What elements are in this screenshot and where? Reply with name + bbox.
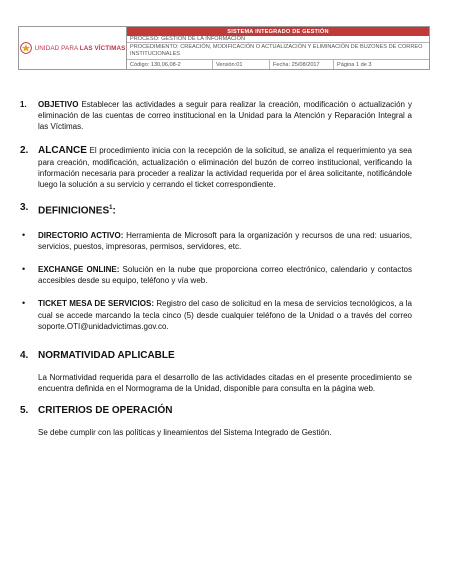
section-text: La Normatividad requerida para el desarrollo de las actividades citadas en el presente procedimiento se encuentra definida en el Normograma de la Unidad, disponible para consulta en la página web.: [38, 372, 412, 394]
definition-term: DIRECTORIO ACTIVO:: [38, 230, 124, 240]
date-label: Fecha: 25/08/2017: [270, 60, 334, 69]
section-title: OBJETIVO: [38, 100, 79, 109]
bullet-icon: •: [22, 298, 26, 309]
logo-text: UNIDAD PARA LAS VÍCTIMAS: [34, 44, 126, 52]
section-criterios: [20, 405, 412, 417]
definition-item: [20, 230, 412, 252]
logo-cell: [19, 27, 127, 69]
system-title: SISTEMA INTEGRADO DE GESTIÓN: [127, 27, 429, 36]
section-number: 4.: [20, 349, 29, 361]
bullet-icon: •: [22, 263, 26, 274]
section-title: DEFINICIONES: [38, 205, 110, 217]
section-number: 3.: [20, 202, 29, 214]
definition-text: Solución en la nube que proporciona correo electrónico, calendario y contactos accesibles desde su equipo, teléfono y vía web.: [38, 264, 413, 286]
version-label: Versión:01: [213, 60, 270, 69]
definition-text: Registro del caso de solicitud en la mesa de servicios tecnológicos, a la cual se accede marcando la tecla cinco (5) desde cualquier teléfono de la Unidad o a través del correo soporte.OTI@unidadvictimas.gov.co.: [38, 299, 412, 331]
section-title: ALCANCE: [38, 144, 87, 156]
definition-text: Herramienta de Microsoft para la organización y recursos de una red: usuarios, servicios, puestos, impresoras, permisos, servidores, etc.: [38, 230, 412, 251]
page-label: Página 1 de 3: [337, 61, 372, 68]
meta-row: [127, 60, 429, 69]
document-header: [18, 26, 430, 70]
definition-item: [20, 298, 412, 332]
section-text: Establecer las actividades a seguir para realizar la creación, modificación o actualización y eliminación de las cuentas de correo institucional en la Unidad para la Atención y Reparación Integral a las Víctimas.: [38, 100, 412, 132]
section-title: NORMATIVIDAD APLICABLE: [38, 349, 175, 361]
section-number: 5.: [20, 405, 29, 417]
process-label: PROCESO: GESTIÓN DE LA INFORMACIÓN: [127, 36, 429, 43]
section-number: 2.: [20, 144, 29, 156]
code-label: Código: 130,06,08-2: [127, 60, 213, 69]
definition-term: EXCHANGE ONLINE:: [38, 264, 120, 274]
section-text: El procedimiento inicia con la recepción de la solicitud, se analiza el requerimiento ya sea para creación, modificación, actualización o eliminación del buzón de correo institucional, verificando la información necesaria para proceder a realizar la actividad requerida por el área solicitante, notificándole luego la solución a su servicio y cerrando el ticket correspondiente.: [38, 145, 412, 190]
section-alcance: [20, 145, 412, 191]
bullet-icon: •: [22, 229, 26, 240]
section-normatividad: [20, 350, 412, 362]
definition-item: [20, 264, 412, 286]
unidad-victimas-logo-icon: [20, 42, 32, 54]
section-number: 1.: [20, 100, 27, 109]
section-objetivo: [20, 99, 412, 133]
footnote-mark[interactable]: 1: [109, 205, 113, 212]
section-text: Se debe cumplir con las políticas y lineamientos del Sistema Integrado de Gestión.: [38, 428, 332, 438]
section-title: CRITERIOS DE OPERACIÓN: [38, 405, 173, 417]
header-info: [127, 27, 429, 69]
document-body: [20, 99, 412, 439]
section-definiciones: 3. DEFINICIONES$^1$:: [20, 202, 116, 217]
procedure-label: PROCEDIMIENTO: CREACIÓN, MODIFICACIÓN O ACTUALIZACIÓN Y ELIMINACIÓN DE BUZONES DE CORREO INSTITUCIONALES: [127, 43, 429, 60]
definition-term: TICKET MESA DE SERVICIOS:: [38, 299, 154, 309]
